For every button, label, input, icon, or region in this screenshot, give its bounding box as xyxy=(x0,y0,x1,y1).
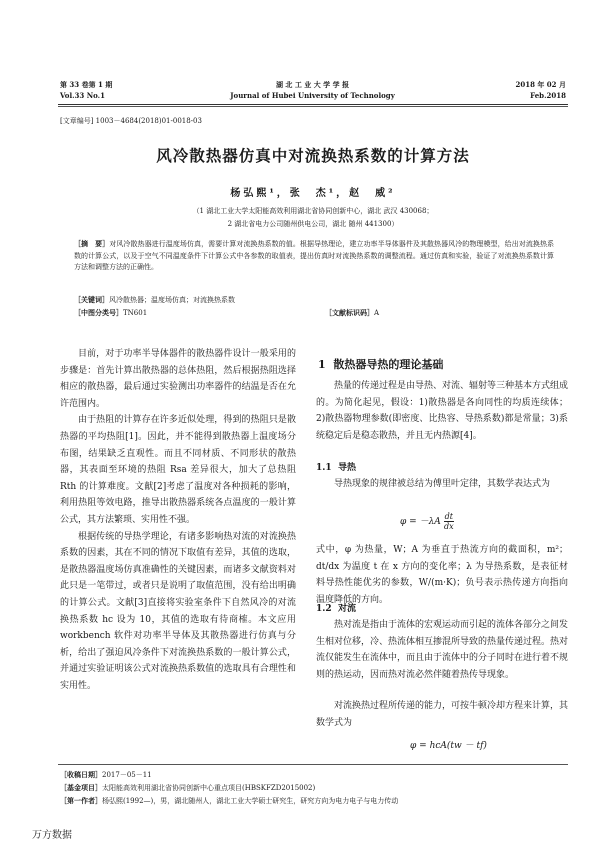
convection-paragraph: 热对流是指由于流体的宏观运动而引起的流体各部分之间发生相对位移，冷、热流体相互掺混所导致的热量传递过程。热对流仅能发生在流体中，而且由于流体中的分子同时在进行着不规则的热运动，因而热对流必然伴随着热传导现象。 xyxy=(316,620,569,680)
keywords-label: ［关键词］ xyxy=(74,295,109,304)
funding-value: 太阳能高效利用湖北省协同创新中心重点项目(HBSKFZD2015002) xyxy=(102,784,316,792)
subsection-1-2-number: 1.2 xyxy=(316,604,332,614)
abstract-label: ［摘 要］ xyxy=(74,239,110,248)
classification-number xyxy=(74,308,147,318)
watermark: 万方数据 xyxy=(32,830,72,841)
publication-date: 2018 年 02 月 xyxy=(515,80,566,89)
subsection-1-1-number: 1.1 xyxy=(316,463,332,473)
funding xyxy=(60,783,568,793)
volume-issue-en: Vol.33 No.1 xyxy=(60,91,105,100)
fourier-formula xyxy=(400,512,454,531)
abstract xyxy=(74,238,554,274)
classification-value: TN601 xyxy=(123,309,148,317)
received-date-label: ［收稿日期］ xyxy=(60,770,102,779)
header-rule xyxy=(58,104,568,105)
subsection-1-2-title: 对流 xyxy=(337,604,356,614)
document-code-value: A xyxy=(374,309,380,317)
intro-paragraph-3: 根据传统的导热学理论，有诸多影响热对流的对流换热系数的因素，其在不同的情况下取值有差异，其值的选取，是散热器温度场仿真准确性的关键因素，而诸多文献资料对此只是一笔带过，或者只是说明了取值范围，没有给出明确的计算公式。文献[3]直接将实验室条件下自然风冷的对流换热系数 hc 设为 10，其值的选取有待商榷。本文应用 workbench 软件对功率半导体及其散热器进行仿真与分析，给出了强迫风冷条件下对流换热系数的一般计算公式，并通过实验证明该公式对流换热系数值的选取具有合理性和实用性。 xyxy=(60,531,296,691)
fourier-numerator: dt xyxy=(444,512,453,521)
section-1-heading xyxy=(318,356,443,372)
funding-label: ［基金项目］ xyxy=(60,783,102,792)
first-author-label: ［第一作者］ xyxy=(60,796,102,805)
publication-date-en: Feb.2018 xyxy=(530,91,566,100)
authors: 杨弘熙¹，张 杰¹，赵 威² xyxy=(230,188,396,199)
first-author xyxy=(60,796,568,806)
fourier-formula-lhs: φ = －λA xyxy=(400,517,441,527)
subsection-1-1-title: 导热 xyxy=(337,463,356,473)
first-author-value: 杨弘熙(1992—)，男，湖北随州人，湖北工业大学硕士研究生，研究方向为电力电子与电力传动 xyxy=(102,797,399,805)
journal-name-cn: 湖 北 工 业 大 学 学 报 xyxy=(275,80,350,89)
received-date-value: 2017－05－11 xyxy=(102,771,152,779)
keywords-text: 风冷散热器；温度场仿真；对流换热系数 xyxy=(109,296,235,304)
affiliation-2: 2 湖北省电力公司随州供电公司，湖北 随州 441300） xyxy=(227,220,399,228)
received-date xyxy=(60,770,568,780)
document-code xyxy=(325,308,379,318)
fourier-fraction xyxy=(444,512,454,531)
affiliation-1: （1 湖北工业大学太阳能高效利用湖北省协同创新中心，湖北 武汉 430068； xyxy=(192,207,434,215)
fourier-denominator: dx xyxy=(444,522,454,531)
subsection-1-2-heading xyxy=(316,601,356,614)
footnote-rule xyxy=(58,764,568,765)
conduction-intro: 导热现象的规律被总结为傅里叶定律，其数学表达式为 xyxy=(334,479,551,489)
subsection-1-1-heading xyxy=(316,460,356,473)
section-1-number: 1 xyxy=(318,358,326,371)
section-1-title: 散热器导热的理论基础 xyxy=(333,358,444,371)
document-code-label: ［文献标识码］ xyxy=(325,308,374,317)
conduction-explanation: 式中，φ 为热量，W；A 为垂直于热流方向的截面积，m²；dt/dx 为温度 t 在 x 方向的变化率；λ 为导热系数，是表征材料导热性能优劣的参数，W/(m·K)；负号表示热传递方向指向温度降低的方向。 xyxy=(316,545,568,605)
journal-name-en: Journal of Hubei University of Technology xyxy=(230,91,395,100)
article-number: [文章编号] 1003－4684(2018)01-0018-03 xyxy=(60,117,202,125)
section-1-intro: 热量的传递过程是由导热、对流、辐射等三种基本方式组成的。为简化起见，假设：1)散热器是各向同性的均质连续体；2)散热器物理参数(即密度、比热容、导热系数)都是常量；3)系统稳定后是稳态散热，并且无内热源[4]。 xyxy=(316,381,569,441)
abstract-text: 对风冷散热器进行温度场仿真，需要计算对流换热系数的值。根据导热理论，建立功率半导体器件及其散热器风冷的物理模型，给出对流换热系数的计算公式，以及于空气不同温度条件下计算公式中各参数的取值表，提出仿真时对流换热系数的调整流程。通过仿真和实验，验证了对流换热系数计算方法和调整方法的正确性。 xyxy=(74,240,555,271)
volume-issue: 第 33 卷第 1 期 xyxy=(60,80,113,89)
keywords xyxy=(74,295,554,305)
paper-title: 风冷散热器仿真中对流换热系数的计算方法 xyxy=(156,146,470,165)
classification-label: ［中图分类号］ xyxy=(74,308,123,317)
intro-paragraph-1: 目前，对于功率半导体器件的散热器件设计一般采用的步骤是：首先计算出散热器的总体热阻，然后根据热阻选择相应的散热器，最后通过实验测出功率器件的结温是否在允许范围内。 xyxy=(60,349,296,409)
convection-paragraph-2: 对流换热过程所传递的能力，可按牛顿冷却方程来计算，其数学式为 xyxy=(316,701,569,728)
left-column xyxy=(60,346,296,694)
intro-paragraph-2: 由于热阻的计算存在许多近似处理，得到的热阻只是散热器的平均热阻[1]。因此，并不能得到散热器上温度场分布图，结果缺乏直观性。而且不同材质、不同形状的散热器，其表面至环境的热阻 Rsa 差异很大，加大了总热阻 Rth 的计算难度。文献[2]考虑了温度对各种损耗的影响，利用热阻等效电路，推导出散热器系统各点温度的一般计算公式，其方法繁琐、实用性不强。 xyxy=(60,415,296,525)
newton-cooling-formula: φ = hcA(tw － tf) xyxy=(410,741,487,751)
header-rule-thin xyxy=(58,106,568,107)
